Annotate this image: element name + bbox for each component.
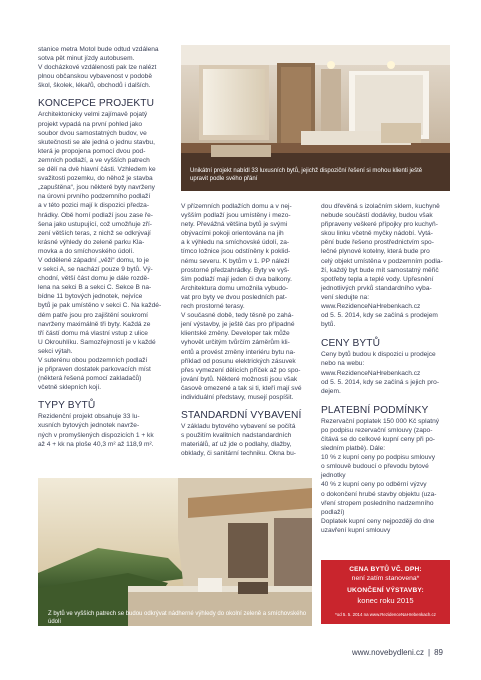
text-line: Ceny bytů budou k dispozici u prodejce (321, 351, 436, 359)
text-line: www.RezidenceNaHrebenkach.cz (321, 303, 421, 311)
text-line: tímco ložnice jsou odstíněny k poklid- (181, 248, 291, 256)
intro-paragraph (38, 45, 174, 90)
text-line: nebude součástí dodávky, budou však (321, 212, 433, 220)
text-line: je připraven dostatek parkovacích míst (38, 366, 151, 374)
text-line: rech prostorné terasy. (181, 303, 245, 311)
text-line: materiálů, ať už jde o podlahy, dlažby, (181, 441, 292, 449)
text-line: Architektonicky velmi zajímavě pojatý (38, 111, 148, 119)
text-line: která je propojena pomocí dvou pod- (38, 147, 146, 155)
text-line: sotva pět minut jízdy autobusem. (38, 55, 135, 63)
text-line: stanice metra Motol bude odtud vzdálena (38, 46, 159, 53)
footer-site: www.novebydleni.cz (351, 648, 425, 657)
prices-paragraph (321, 350, 450, 395)
text-line: od 5. 5. 2014, kdy se začíná s jejich pro- (321, 378, 440, 386)
text-line: časově omezené a tak si ti, kteří mají své (181, 384, 302, 392)
changes-paragraph (181, 202, 312, 402)
text-line: nému severu. K bytům v 1. PP náleží (181, 257, 290, 265)
text-line: na úrovni prvního podzemního podlaží (38, 193, 151, 201)
promo-footnote: *od 5. 5. 2014 na www.RezidenceNaHrebenkach.cz (335, 612, 436, 617)
text-line: dejem. (321, 387, 341, 395)
text-line: s použitím kvalitních nadstandardních (181, 432, 292, 440)
section-heading-standard: STANDARDNÍ VYBAVENÍ (181, 410, 302, 422)
section-heading-concept: KONCEPCE PROJEKTU (38, 98, 155, 110)
text-line: lečné plynové kotelny, která bude pro (321, 248, 430, 256)
completion-value: konec roku 2015 (357, 596, 414, 605)
text-line: vyhovět určitým tvůrčím záměrům kli- (181, 339, 290, 347)
text-line: celý objekt umístěna v podzemním podla- (321, 257, 443, 265)
text-line: nebo na webu: (321, 360, 365, 368)
column-middle (181, 202, 312, 458)
text-line: ším podlaží mají jeden či dva balkony. (181, 275, 292, 283)
price-value: není zatím stanovena* (351, 575, 420, 582)
text-line: vyšším podlaží jsou umístěny i mezo- (181, 212, 291, 220)
text-line: ných v promyšlených dispozicích 1 + kk (38, 431, 154, 439)
text-line: bídne 11 bytových jednotek, nejvíce (38, 293, 143, 301)
text-line: V přízemních podlažích domu a v nej- (181, 203, 292, 210)
text-line: vení sledujte na: (321, 293, 370, 301)
text-line: movka a do smíchovského údolí. (38, 247, 135, 255)
text-line: ží, každý byt bude mít samostatný měřič (321, 266, 439, 274)
text-line: Rezidenční projekt obsahuje 33 lu- (38, 413, 140, 421)
text-line: svažitosti pozemku, do něhož je stavba (38, 175, 153, 183)
text-line: nety. Převážná většina bytů je svými (181, 221, 288, 229)
types-paragraph (38, 412, 174, 448)
section-heading-types: TYPY BYTŮ (38, 400, 96, 412)
text-line: spotřeby tepla a teplé vody. Upřesnění (321, 275, 434, 283)
text-line: uzavření kupní smlouvy (321, 526, 391, 534)
text-line: škol, školek, lékařů, obchodů i dalších. (38, 82, 151, 90)
text-line: po podpisu rezervační smlouvy (zapo- (321, 426, 433, 434)
text-line: skutečnosti se ale jedná o jednu stavbu, (38, 138, 155, 146)
text-line: o dokončení hrubé stavby objektu (uza- (321, 490, 437, 498)
text-line: chodní, větší část domu je dále rozdě- (38, 275, 150, 283)
text-line: v sekci A, se nachází pouze 9 bytů. Vý- (38, 266, 153, 274)
text-line: projekt vypadá na první pohled jako (38, 120, 143, 128)
text-line: entů a provést změny interiéru bytu na- (181, 348, 296, 356)
text-line: skou linku včetně myčky nádobí. Vytá- (321, 230, 433, 238)
text-line: bytů. (321, 321, 336, 329)
completion-label: UKONČENÍ VÝSTAVBY: (347, 587, 424, 594)
text-line: se dělí na dvě hlavní části. Vzhledem ke (38, 166, 156, 174)
text-line: a v této pozici mají k dispozici předza- (38, 202, 150, 210)
section-heading-payment: PLATEBNÍ PODMÍNKY (321, 404, 429, 416)
page-footer (352, 648, 443, 657)
standard-paragraph (181, 422, 312, 458)
text-line: hrádky. Obě horní podlaží jsou zase ře- (38, 211, 153, 219)
text-line: jení výstavby, je ještě čas pro případné (181, 321, 295, 329)
text-line: „zapuštěna“, jsou některé byty navrženy (38, 184, 155, 192)
promo-box (321, 560, 450, 624)
text-line: dou dřevěná s izolačním sklem, kuchyně (321, 203, 440, 210)
price-label: CENA BYTŮ VČ. DPH: (349, 566, 422, 573)
text-line: V současné době, tedy těsně po zahá- (181, 312, 294, 320)
text-line: soubor dvou samostatných budov, ve (38, 129, 147, 137)
text-line: lena na sekci B a sekci C. Sekce B na- (38, 284, 152, 292)
text-line: Doplatek kupní ceny nejpozději do dne (321, 517, 435, 525)
text-line: V oddělené západní „věži“ domu, to je (38, 256, 150, 264)
text-line: prostorné předzahrádky. Byty ve vyš- (181, 266, 290, 274)
text-line: bytů je pak umístěno v sekci C. Na každé- (38, 302, 162, 310)
text-line: jednotky (321, 472, 346, 480)
text-line: připraveny veškeré přípojky pro kuchyň- (321, 221, 438, 229)
text-line: tří částí domu má vlastní vstup z ulice (38, 329, 148, 337)
text-line: navrženy maximálně tři byty. Každá ze (38, 320, 151, 328)
text-line: až 4 + kk na ploše 40,3 m² až 118,9 m². (38, 440, 154, 448)
text-line: podlaží) (321, 508, 345, 516)
text-line: šena jako ustupující, což umožňuje zří- (38, 220, 152, 228)
text-line: 10 % z kupní ceny po podpisu smlouvy (321, 454, 435, 462)
text-line: www.RezidenceNaHrebenkach.cz (321, 369, 421, 377)
text-line: sekci výtah. (38, 347, 73, 355)
text-line: V docházkové vzdálenosti pak lze nalézt (38, 64, 157, 72)
text-line: Architektura domu umožnila vybudo- (181, 284, 289, 292)
column-right (321, 202, 450, 535)
text-line: krásné výhledy do zeleně parku Kla- (38, 238, 145, 246)
text-line: V suterénu obou podzemních podlaží (38, 357, 148, 364)
text-line: přes vymezení dělicích příček až po spo- (181, 366, 301, 374)
text-line: (některá řešená pomocí zakladačů) (38, 375, 142, 383)
text-line: plnou občanskou vybavenost v podobě (38, 73, 153, 81)
payment-paragraph (321, 417, 450, 535)
section-heading-prices: CENY BYTŮ (321, 338, 381, 350)
text-line: V základu bytového vybavení se počítá (181, 423, 296, 431)
text-line: xusních bytových jednotek navrže- (38, 422, 140, 430)
text-line: včetně sklepních kojí. (38, 384, 102, 392)
text-line: klientské změny. Developer tak může (181, 330, 290, 338)
text-line: a k výhledu na smíchovské údolí, za- (181, 239, 290, 247)
terrace-photo-caption: Z bytů ve vyšších patrech se budou odkrývat nádherné výhledy do okolní zeleně a smíchovského údolí (48, 611, 307, 625)
text-line: obklady, či sanitární techniku. Okna bu- (181, 450, 296, 458)
text-line: vat pro byty ve dvou posledních pat- (181, 293, 287, 301)
column-left (38, 45, 174, 449)
text-line: Rezervační poplatek 150 000 Kč splatný (321, 417, 440, 425)
interior-photo-caption: Unikátní projekt nabídl 33 luxusních bytů, jejichž dispoziční řešení si mohou klienti ještě upravit podle svého přání (190, 168, 423, 183)
footer-separator: | (428, 648, 431, 657)
text-line: o smlouvě budoucí o převodu bytové (321, 463, 429, 471)
text-line: příklad od posunu elektrických zásuvek (181, 357, 296, 365)
text-line: individuální představy, musejí pospíšit. (181, 393, 294, 401)
text-line: 40 % z kupní ceny po odběrní výzvy (321, 481, 427, 489)
text-line: jednotlivých prvků standardního vyba- (321, 284, 432, 292)
terrace-photo (38, 478, 312, 626)
text-line: dém patře jsou pro zajištění soukromí (38, 311, 148, 319)
text-line: čítává se do celkové kupní ceny při po- (321, 435, 435, 443)
concept-paragraph (38, 110, 174, 392)
text-line: sledním platbě). Dále: (321, 445, 386, 453)
text-line: zemních podlaží, a ve vyšších patrech (38, 156, 150, 164)
text-line: zení větších teras, z nichž se odkrývají (38, 229, 151, 237)
equipment-paragraph (321, 202, 450, 329)
text-line: vření stropem posledního nadzemního (321, 499, 434, 507)
page-number: 89 (434, 648, 443, 657)
text-line: obývacími pokoji orientována na jih (181, 230, 284, 238)
text-line: jování bytů. Některé možnosti jsou však (181, 375, 298, 383)
text-line: pění bude řešeno prostřednictvím spo- (321, 239, 434, 247)
text-line: od 5. 5. 2014, kdy se začíná s prodejem (321, 312, 438, 320)
text-line: U Okrouhlíku. Samozřejmostí je v každé (38, 338, 156, 346)
